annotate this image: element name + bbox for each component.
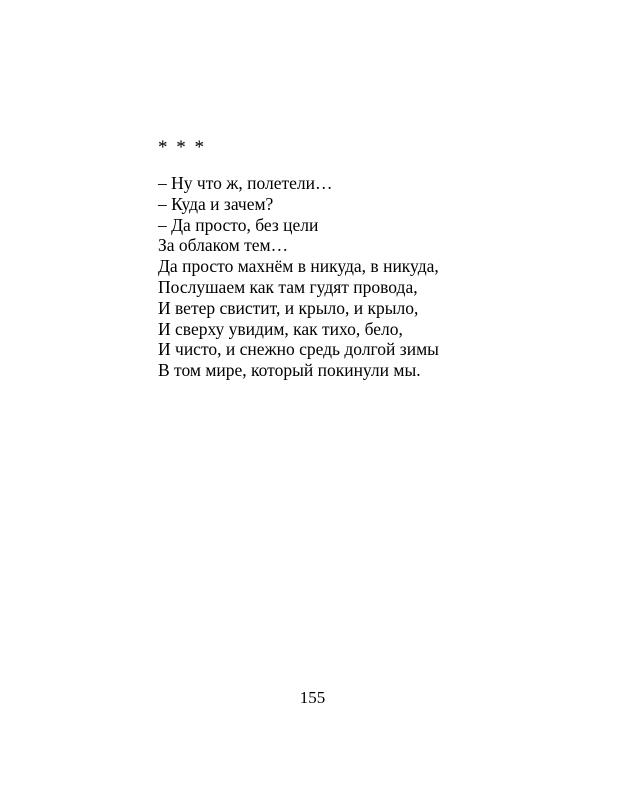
- poem-line: За облаком тем…: [158, 235, 289, 256]
- poem-line: – Ну что ж, полетели…: [158, 173, 333, 193]
- poem-line: И сверху увидим, как тихо, бело,: [158, 318, 403, 339]
- poem: [158, 138, 518, 381]
- poem-line: В том мире, который покинули мы.: [158, 360, 421, 381]
- section-mark: * * *: [158, 137, 206, 158]
- poem-line: – Куда и зачем?: [158, 193, 274, 214]
- poem-line: И ветер свистит, и крыло, и крыло,: [158, 297, 419, 318]
- page-number: 155: [299, 688, 326, 707]
- poem-line: Послушаем как там гудят провода,: [158, 276, 418, 297]
- poem-line: И чисто, и снежно средь долгой зимы: [158, 339, 439, 360]
- poem-lines: [158, 173, 518, 381]
- poem-line: Да просто махнём в никуда, в никуда,: [158, 256, 439, 277]
- poem-line: – Да просто, без цели: [158, 214, 319, 235]
